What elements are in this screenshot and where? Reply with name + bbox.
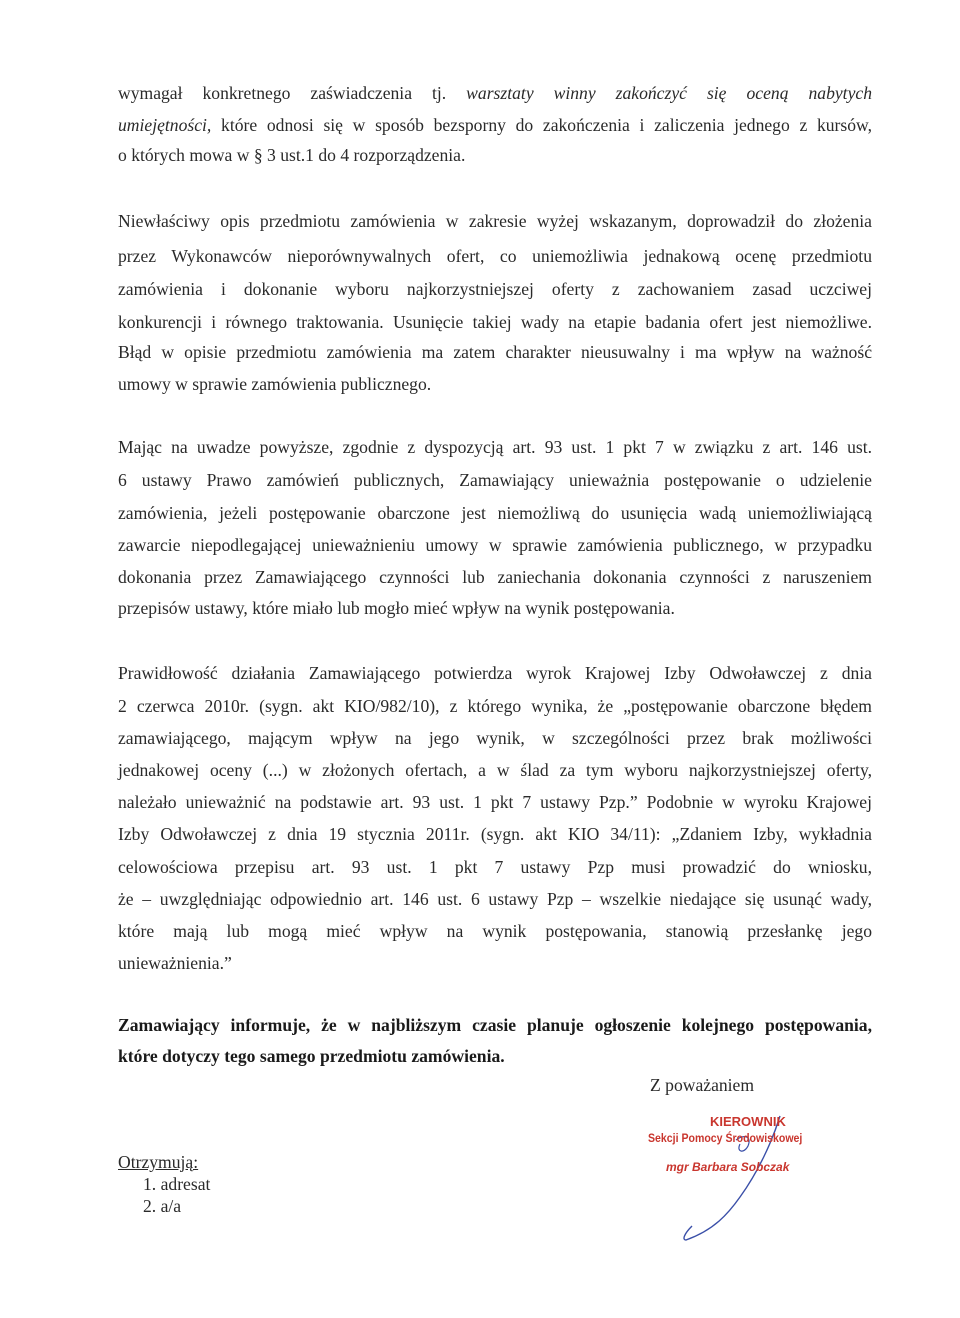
paragraph-1-line-1 <box>118 82 872 104</box>
paragraph-1-line-2 <box>118 114 872 136</box>
paragraph-4-line-10: unieważnienia.” <box>118 953 232 973</box>
recipient-item-1: 1. adresat <box>143 1174 211 1194</box>
notice-line-1: Zamawiający informuje, że w najbliższym czasie planuje ogłoszenie kolejnego postępowania, <box>118 1015 872 1035</box>
paragraph-2-line-5: Błąd w opisie przedmiotu zamówienia ma zatem charakter nieusuwalny i ma wpływ na ważność <box>118 342 872 362</box>
paragraph-2-line-1: Niewłaściwy opis przedmiotu zamówienia w zakresie wyżej wskazanym, doprowadził do złożenia <box>118 211 872 231</box>
paragraph-3-line-5: dokonania przez Zamawiającego czynności lub zaniechania dokonania czynności z naruszeniem <box>118 567 872 587</box>
paragraph-1-line-1-italic: warsztaty winny zakończyć się oceną nabytych <box>466 83 872 103</box>
paragraph-2-line-6: umowy w sprawie zamówienia publicznego. <box>118 374 432 394</box>
paragraph-4-line-2: 2 czerwca 2010r. (sygn. akt KIO/982/10), z którego wynika, że „postępowanie obarczone błędem <box>118 696 872 716</box>
official-stamp <box>640 1112 830 1252</box>
paragraph-2-line-3: zamówienia i dokonanie wyboru najkorzystniejszej oferty z zachowaniem zasad uczciwej <box>118 279 872 299</box>
paragraph-3-line-1: Mając na uwadze powyższe, zgodnie z dyspozycją art. 93 ust. 1 pkt 7 w związku z art. 146 ust. <box>118 437 872 457</box>
paragraph-4-line-1: Prawidłowość działania Zamawiającego potwierdza wyrok Krajowej Izby Odwoławczej z dnia <box>118 663 872 683</box>
paragraph-1-line-2-italic: umiejętności, <box>118 115 212 135</box>
stamp-line-1: KIEROWNIK <box>710 1114 786 1129</box>
recipients-heading: Otrzymują: <box>118 1152 199 1172</box>
paragraph-3-line-4: zawarcie niepodlegającej unieważnieniu umowy w sprawie zamówienia publicznego, w przypadku <box>118 535 872 555</box>
paragraph-1-line-1-plain: wymagał konkretnego zaświadczenia tj. <box>118 83 447 103</box>
paragraph-3-line-6: przepisów ustawy, które miało lub mogło mieć wpływ na wynik postępowania. <box>118 598 675 618</box>
notice-line-2: które dotyczy tego samego przedmiotu zamówienia. <box>118 1046 505 1066</box>
stamp-line-3: mgr Barbara Sobczak <box>666 1160 790 1174</box>
paragraph-4-line-8: że – uwzględniając odpowiednio art. 146 ust. 6 ustawy Pzp – wszelkie niedające się usunąć wady, <box>118 889 872 909</box>
paragraph-4-line-7: celowościowa przepisu art. 93 ust. 1 pkt 7 ustawy Pzp musi prowadzić do wniosku, <box>118 857 872 877</box>
paragraph-1-line-3: o których mowa w § 3 ust.1 do 4 rozporządzenia. <box>118 145 466 165</box>
paragraph-4-line-9: które mają lub mogą mieć wpływ na wynik postępowania, stanowią przesłankę jego <box>118 921 872 941</box>
closing-salutation: Z poważaniem <box>650 1075 755 1095</box>
paragraph-2-line-2: przez Wykonawców nieporównywalnych ofert, co uniemożliwia jednakową ocenę przedmiotu <box>118 246 872 266</box>
paragraph-3-line-3: zamówienia, jeżeli postępowanie obarczone jest niemożliwą do usunięcia wadą uniemożliwiającą <box>118 503 872 523</box>
paragraph-3-line-2: 6 ustawy Prawo zamówień publicznych, Zamawiający unieważnia postępowanie o udzielenie <box>118 470 872 490</box>
paragraph-4-line-4: jednakowej oceny (...) w złożonych ofertach, a w ślad za tym wyboru najkorzystniejszej oferty, <box>118 760 872 780</box>
paragraph-4-line-6: Izby Odwoławczej z dnia 19 stycznia 2011r. (sygn. akt KIO 34/11): „Zdaniem Izby, wykładnia <box>118 824 872 844</box>
paragraph-4-line-3: zamawiającego, mającym wpływ na jego wynik, w szczególności przez brak możliwości <box>118 728 872 748</box>
recipient-item-2: 2. a/a <box>143 1196 182 1216</box>
paragraph-2-line-4: konkurencji i równego traktowania. Usunięcie takiej wady na etapie badania ofert jest niemożliwe. <box>118 312 872 332</box>
paragraph-4-line-5: należało unieważnić na podstawie art. 93 ust. 1 pkt 7 ustawy Pzp.” Podobnie w wyroku Krajowej <box>118 792 872 812</box>
paragraph-1-line-2-plain: które odnosi się w sposób bezsporny do zakończenia i zaliczenia jednego z kursów, <box>221 115 872 135</box>
stamp-line-2: Sekcji Pomocy Środowiskowej <box>648 1131 803 1145</box>
